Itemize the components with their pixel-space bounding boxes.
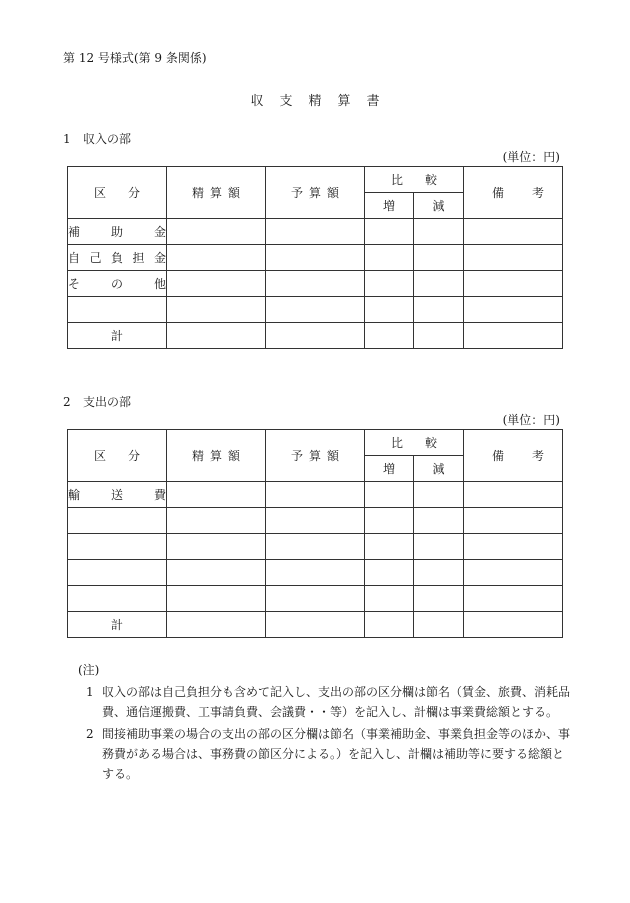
expense-cell[interactable] — [464, 508, 563, 534]
income-cell[interactable] — [167, 271, 266, 297]
table-row — [68, 482, 563, 508]
income-section-number: 1 — [63, 132, 71, 146]
table-row — [68, 297, 563, 323]
table-row — [68, 534, 563, 560]
expense-row-label — [68, 534, 167, 560]
expense-cell[interactable] — [266, 534, 365, 560]
income-section-heading — [63, 130, 131, 147]
expense-cell[interactable] — [167, 508, 266, 534]
document-title: 収支精算書 — [250, 94, 396, 109]
income-cell[interactable] — [414, 323, 464, 349]
income-cell[interactable] — [414, 245, 464, 271]
income-section-title: 収入の部 — [83, 132, 132, 146]
income-table — [67, 166, 573, 349]
expense-cell[interactable] — [414, 560, 464, 586]
expense-cell[interactable] — [464, 612, 563, 638]
note-number: 1 — [86, 685, 94, 699]
note-text: 間接補助事業の場合の支出の部の区分欄は節名（事業補助金、事業負担金等のほか、事務費がある場合は、事務費の節区分による。）を記入し、計欄は補助等に要する総額とする。 — [102, 727, 571, 781]
income-unit-label: (単位：円) — [502, 150, 560, 164]
form-number: 第 12 号様式(第 9 条関係) — [63, 51, 207, 65]
expense-header-remarks: 備考 — [464, 430, 563, 482]
expense-cell[interactable] — [167, 586, 266, 612]
expense-cell[interactable] — [167, 612, 266, 638]
income-cell[interactable] — [365, 297, 414, 323]
expense-cell[interactable] — [167, 560, 266, 586]
table-row-total — [68, 323, 563, 349]
table-row — [68, 271, 563, 297]
income-row-label: 補助金 — [68, 219, 167, 245]
expense-cell[interactable] — [464, 534, 563, 560]
table-row-total — [68, 612, 563, 638]
income-header-decrease: 減 — [414, 193, 464, 219]
expense-row-label — [68, 508, 167, 534]
income-row-label: その他 — [68, 271, 167, 297]
expense-cell[interactable] — [266, 482, 365, 508]
note-text: 収入の部は自己負担分も含めて記入し、支出の部の区分欄は節名（賃金、旅費、消耗品費、通信運搬費、工事請負費、会議費・・等）を記入し、計欄は事業費総額とする。 — [102, 685, 571, 719]
income-cell[interactable] — [464, 271, 563, 297]
table-row — [68, 245, 563, 271]
income-cell[interactable] — [266, 271, 365, 297]
income-cell[interactable] — [266, 323, 365, 349]
expense-cell[interactable] — [167, 534, 266, 560]
expense-total-label: 計 — [68, 612, 167, 638]
expense-cell[interactable] — [414, 612, 464, 638]
income-header-category: 区分 — [68, 167, 167, 219]
expense-cell[interactable] — [365, 586, 414, 612]
income-header-settled: 精算額 — [167, 167, 266, 219]
income-cell[interactable] — [167, 219, 266, 245]
income-cell[interactable] — [414, 219, 464, 245]
income-row-label — [68, 297, 167, 323]
income-cell[interactable] — [365, 245, 414, 271]
expense-cell[interactable] — [365, 612, 414, 638]
income-cell[interactable] — [365, 271, 414, 297]
expense-cell[interactable] — [266, 586, 365, 612]
expense-cell[interactable] — [365, 482, 414, 508]
expense-header-budget: 予算額 — [266, 430, 365, 482]
expense-cell[interactable] — [266, 612, 365, 638]
expense-cell[interactable] — [464, 560, 563, 586]
income-cell[interactable] — [167, 297, 266, 323]
expense-cell[interactable] — [464, 482, 563, 508]
income-cell[interactable] — [266, 245, 365, 271]
income-cell[interactable] — [464, 297, 563, 323]
expense-table — [67, 429, 573, 638]
income-cell[interactable] — [167, 245, 266, 271]
expense-section-number: 2 — [63, 395, 71, 409]
table-row — [68, 508, 563, 534]
table-row — [68, 560, 563, 586]
expense-header-category: 区分 — [68, 430, 167, 482]
expense-section-title: 支出の部 — [83, 395, 132, 409]
note-item — [80, 724, 570, 784]
expense-cell[interactable] — [266, 560, 365, 586]
expense-header-settled: 精算額 — [167, 430, 266, 482]
income-cell[interactable] — [414, 297, 464, 323]
note-item — [80, 682, 570, 722]
expense-row-label: 輸送費 — [68, 482, 167, 508]
expense-row-label — [68, 560, 167, 586]
expense-section-heading — [63, 393, 131, 410]
income-header-budget: 予算額 — [266, 167, 365, 219]
table-row — [68, 586, 563, 612]
expense-cell[interactable] — [365, 508, 414, 534]
income-total-label: 計 — [68, 323, 167, 349]
expense-cell[interactable] — [414, 508, 464, 534]
expense-header-increase: 増 — [365, 456, 414, 482]
expense-cell[interactable] — [365, 560, 414, 586]
expense-header-comparison: 比較 — [365, 430, 464, 456]
notes — [80, 660, 570, 784]
income-header-remarks: 備考 — [464, 167, 563, 219]
table-row — [68, 219, 563, 245]
notes-heading: (注) — [78, 663, 100, 677]
expense-cell[interactable] — [365, 534, 414, 560]
income-cell[interactable] — [414, 271, 464, 297]
expense-row-label — [68, 586, 167, 612]
income-cell[interactable] — [266, 297, 365, 323]
income-row-label: 自己負担金 — [68, 245, 167, 271]
expense-unit-label: (単位：円) — [502, 413, 560, 427]
expense-cell[interactable] — [167, 482, 266, 508]
expense-cell[interactable] — [464, 586, 563, 612]
expense-cell[interactable] — [414, 482, 464, 508]
income-header-increase: 増 — [365, 193, 414, 219]
income-cell[interactable] — [266, 219, 365, 245]
income-cell[interactable] — [365, 219, 414, 245]
expense-cell[interactable] — [266, 508, 365, 534]
income-cell[interactable] — [464, 245, 563, 271]
expense-cell[interactable] — [414, 534, 464, 560]
income-cell[interactable] — [365, 323, 414, 349]
income-cell[interactable] — [167, 323, 266, 349]
income-cell[interactable] — [464, 323, 563, 349]
expense-header-decrease: 減 — [414, 456, 464, 482]
income-header-comparison: 比較 — [365, 167, 464, 193]
expense-cell[interactable] — [414, 586, 464, 612]
income-cell[interactable] — [464, 219, 563, 245]
note-number: 2 — [86, 727, 94, 741]
